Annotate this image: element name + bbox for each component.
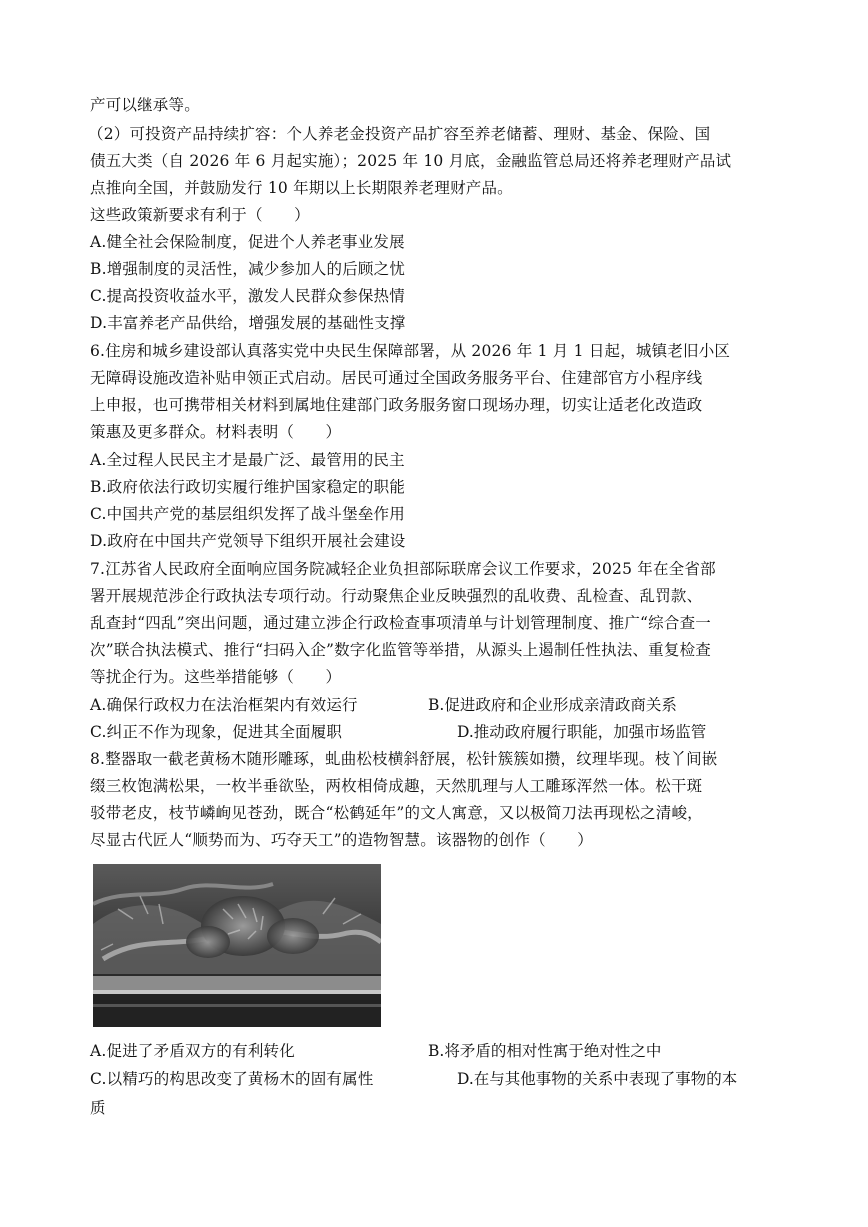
text-line: 乱查封“四乱”突出问题，通过建立涉企行政检查事项清单与计划管理制度、推广“综合查一 [90,614,711,632]
option-d: D.丰富养老产品供给，增强发展的基础性支撑 [90,314,406,332]
option-b: B.政府依法行政切实履行维护国家稳定的职能 [90,478,406,496]
text-line: 驳带老皮，枝节嶙峋见苍劲，既合“松鹤延年”的文人寓意，又以极简刀法再现松之清峻， [90,804,703,822]
option-d: D.政府在中国共产党领导下组织开展社会建设 [90,532,406,550]
text-line: 质 [90,1099,106,1117]
question-stem: 尽显古代匠人“顺势而为、巧夺天工”的造物智慧。该器物的创作（ ） [90,831,593,849]
text-line: 上申报，也可携带相关材料到属地住建部门政务服务窗口现场办理，切实让适老化改造政 [90,396,703,414]
carving-image [93,864,381,1027]
option-a: A.促进了矛盾双方的有利转化 [90,1042,295,1060]
option-c: C.提高投资收益水平，激发人民群众参保热情 [90,287,405,305]
carving-photo [93,864,381,1027]
option-b: B.增强制度的灵活性，减少参加人的后顾之忧 [90,260,406,278]
question-stem: 等扰企行为。这些举措能够（ ） [90,668,342,686]
option-a: A.健全社会保险制度，促进个人养老事业发展 [90,233,405,251]
text-line: 点推向全国，并鼓励发行 10 年期以上长期限养老理财产品。 [90,179,513,197]
question-6-text: 6.住房和城乡建设部认真落实党中央民生保障部署，从 2026 年 1 月 1 日起，城镇老旧小区 [90,342,731,360]
option-b: B.促进政府和企业形成亲清政商关系 [428,696,677,714]
text-line: 次”联合执法模式、推行“扫码入企”数字化监管等举措，从源头上遏制任性执法、重复检查 [90,641,711,659]
option-c: C.中国共产党的基层组织发挥了战斗堡垒作用 [90,505,405,523]
text-line: 产可以继承等。 [90,96,200,114]
text-line: （2）可投资产品持续扩容：个人养老金投资产品扩容至养老储蓄、理财、基金、保险、国 [88,125,711,143]
question-stem: 这些政策新要求有利于（ ） [90,206,310,224]
option-a: A.全过程人民民主才是最广泛、最管用的民主 [90,451,405,469]
text-line: 无障碍设施改造补贴申领正式启动。居民可通过全国政务服务平台、住建部官方小程序线 [90,369,703,387]
question-7-text: 7.江苏省人民政府全面响应国务院减轻企业负担部际联席会议工作要求，2025 年在全省部 [90,560,716,578]
option-d: D.在与其他事物的关系中表现了事物的本 [457,1070,738,1088]
option-d: D.推动政府履行职能，加强市场监管 [457,723,707,741]
text-line: 署开展规范涉企行政执法专项行动。行动聚焦企业反映强烈的乱收费、乱检查、乱罚款、 [90,587,703,605]
text-line: 债五大类（自 2026 年 6 月起实施）；2025 年 10 月底，金融监管总局还将养老理财产品试 [90,152,732,170]
question-stem: 策惠及更多群众。材料表明（ ） [90,423,342,441]
text-line: 缀三枚饱满松果，一枚半垂欲坠，两枚相倚成趣，天然肌理与人工雕琢浑然一体。松干斑 [90,777,703,795]
option-b: B.将矛盾的相对性寓于绝对性之中 [428,1042,662,1060]
question-8-text: 8.整器取一截老黄杨木随形雕琢，虬曲松枝横斜舒展，松针簇簇如攒，纹理毕现。枝丫间嵌 [90,750,718,768]
option-c: C.以精巧的构思改变了黄杨木的固有属性 [90,1070,374,1088]
option-a: A.确保行政权力在法治框架内有效运行 [90,696,358,714]
option-c: C.纠正不作为现象，促进其全面履职 [90,723,343,741]
